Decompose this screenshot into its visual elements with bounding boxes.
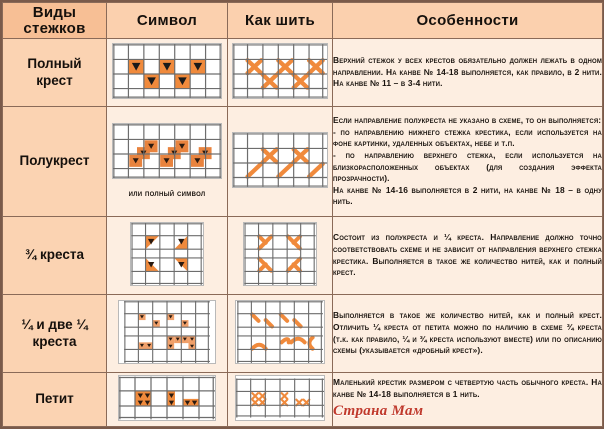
row-label-line1: Петит [35, 391, 74, 407]
table-header [3, 3, 603, 39]
row-label-line1: ¼ и две ¼ [21, 317, 88, 333]
notes-cell-half-cross [333, 107, 603, 217]
symbol-svg-half-cross [113, 124, 221, 178]
notes-cell-full-cross [333, 39, 603, 107]
symbol-cell-full-cross [107, 39, 228, 107]
table-body [3, 39, 603, 427]
howto-svg-petit [236, 376, 324, 420]
howto-diagram-quarter-cross [235, 300, 325, 364]
row-label-quarter-cross [3, 295, 107, 373]
note-paragraph: Верхний стежок у всех крестов обязательно должен лежать в одном направлении. На канве № 14-18 выполняется, как правило, в 2 нити. На канве № 11 – в 3-4 нити. [333, 55, 602, 89]
symbol-diagram-three-quarter-cross [130, 222, 204, 286]
symbol-diagram-full-cross [112, 43, 222, 99]
note-paragraph: Выполняется в такое же количество нитей, как и полный крест. Отличить ¼ креста от петита можно по наличию в схеме ¾ креста (т.к. как правило, ¼ и ¾ креста используют вместе) или по описанию схемы (указывается «дробный крест»). [333, 310, 602, 356]
table-row [3, 39, 603, 107]
symbol-cell-three-quarter-cross [107, 217, 228, 295]
note-paragraph: - по направлению нижнего стежка крестика, если используется на фоне картинки, удаленных объектах, небе и т.п. [333, 126, 602, 149]
row-label-line2: креста [32, 333, 77, 349]
note-paragraph: Если направление полукреста не указано в схеме, то он выполняется: [333, 115, 602, 126]
howto-svg-quarter-cross [236, 301, 324, 363]
note-paragraph: На канве № 14-16 выполняется в 2 нити, на канве № 18 – в одну нить. [333, 184, 602, 207]
howto-diagram-full-cross [232, 43, 328, 99]
row-label-full-cross [3, 39, 107, 107]
table-row [3, 295, 603, 373]
symbol-diagram-quarter-cross [118, 300, 216, 364]
table-row [3, 373, 603, 427]
symbol-svg-full-cross [113, 44, 221, 98]
howto-cell-half-cross [228, 107, 333, 217]
column-header-kinds-line2: стежков [23, 19, 86, 37]
howto-diagram-petit [235, 375, 325, 421]
symbol-cell-quarter-cross [107, 295, 228, 373]
row-label-line2: крест [36, 72, 73, 88]
howto-diagram-three-quarter-cross [243, 222, 317, 286]
column-header-features: Особенности [333, 3, 603, 39]
table-row [3, 107, 603, 217]
notes-cell-three-quarter-cross [333, 217, 603, 295]
row-label-three-quarter-cross [3, 217, 107, 295]
row-label-line1: Полный [27, 56, 82, 72]
symbol-cell-half-cross [107, 107, 228, 217]
symbol-svg-three-quarter-cross [131, 223, 203, 285]
note-paragraph: - по направлению верхнего стежка, если используется на близкорасположенных объектах (для создания эффекта прозрачности). [333, 149, 602, 184]
symbol-svg-petit [119, 376, 215, 420]
symbol-diagram-half-cross [112, 123, 222, 179]
row-label-line1: Полукрест [19, 153, 90, 169]
stitch-types-table [2, 2, 603, 427]
howto-svg-half-cross [233, 133, 327, 187]
column-header-howto: Как шить [228, 3, 333, 39]
notes-cell-petit [333, 373, 603, 427]
howto-diagram-half-cross [232, 132, 328, 188]
column-header-symbol: Символ [107, 3, 228, 39]
howto-cell-full-cross [228, 39, 333, 107]
notes-cell-quarter-cross [333, 295, 603, 373]
symbol-cell-petit [107, 373, 228, 427]
row-label-petit [3, 373, 107, 427]
note-paragraph: Состоит из полукреста и ¼ креста. Направление должно точно соответствовать схеме и не зависит от направления верхнего стежка крестика. Выполняется в такое же количество нитей, как и полный крест. [333, 232, 602, 278]
watermark-strana-mam: Страна Мам [333, 403, 424, 420]
symbol-svg-quarter-cross [119, 301, 215, 363]
header-row [3, 3, 603, 39]
row-label-half-cross [3, 107, 107, 217]
howto-cell-quarter-cross [228, 295, 333, 373]
note-paragraph: Маленький крестик размером с четвертую часть обычного креста. На канве № 14-18 выполняется в 1 нить. [333, 377, 602, 399]
column-header-kinds-line1: Виды [32, 3, 77, 21]
howto-cell-three-quarter-cross [228, 217, 333, 295]
column-header-kinds [3, 3, 107, 39]
row-label-line1: ¾ креста [25, 247, 84, 263]
howto-svg-three-quarter-cross [244, 223, 316, 285]
howto-svg-full-cross [233, 44, 327, 98]
table-row [3, 217, 603, 295]
symbol-caption-half-cross: или полный символ [128, 188, 206, 199]
howto-cell-petit [228, 373, 333, 427]
symbol-diagram-petit [118, 375, 216, 421]
